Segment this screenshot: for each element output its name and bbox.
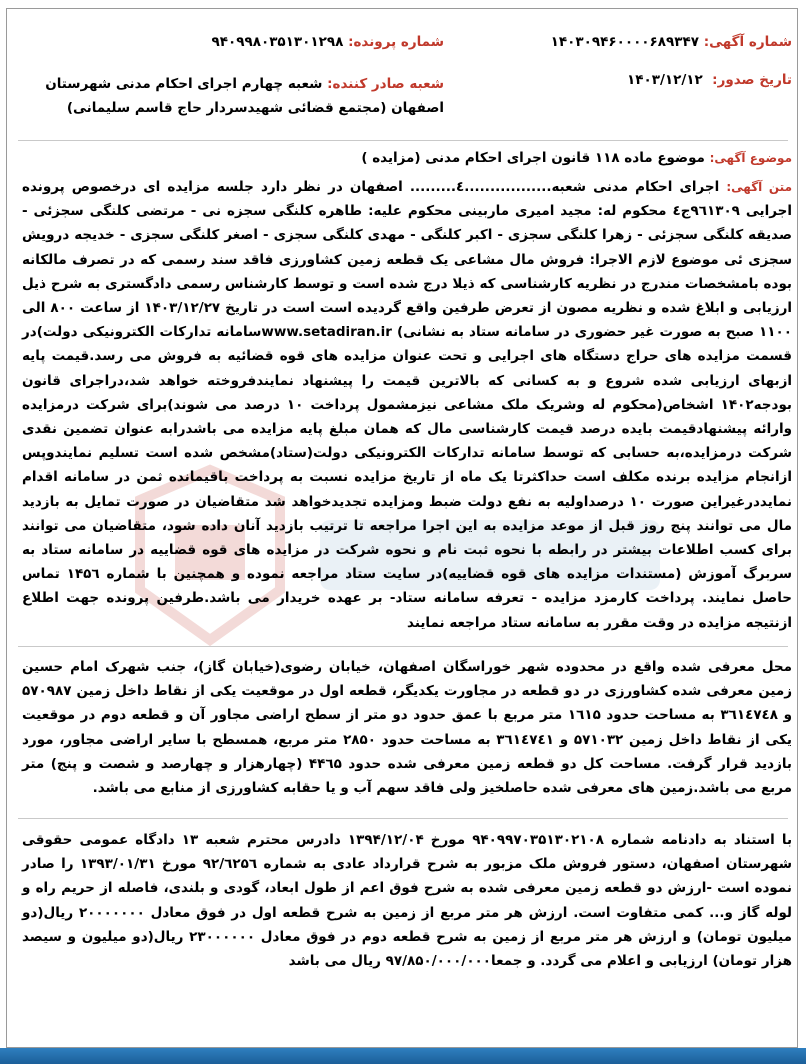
location-text: محل معرفی شده واقع در محدوده شهر خوراسگان اصفهان، خیابان رضوی(خیابان گاز)، جنب شهرک امام حسین زمین معرفی شده کشاورزی در دو قطعه در مجاورت یکدیگر، قطعه اول در موقعیت یکی از نقاط داخل زمین ۵۷۰۹۸۷ و ۳٦١٤٧٤٨ به مساحت حدود ۱٦١۵ متر مربع با عمق حدود دو متر از سطح اراضی مجاور آن و قطعه دوم در موقعیت یکی از نقاط داخل زمین ۵۷۱۰۳۲ و ۳٦١٤٧٤١ به مساحت حدود ۲۸۵۰ متر مربع، همسطح با سایر اراضی مجاور، مورد بازدید قرار گرفت. مساحت کل دو قطعه زمین معرفی شده حدود ۴۴٦۵ (چهارهزار و چهارصد و شصت و پنج) متر مربع می باشد.زمین های معرفی شده حاصلخیز ولی فاقد سهم آب و یا حقابه کشاورزی از منابع می باشد. (22, 659, 793, 797)
separator (18, 818, 788, 819)
location-section (22, 655, 792, 800)
case-number-value: ۹۴۰۹۹۸۰۳۵۱۳۰۱۲۹۸ (211, 34, 344, 50)
subject-label: موضوع آگهی: (709, 151, 792, 165)
body-section (22, 175, 792, 635)
verdict-text: با استناد به دادنامه شماره ۹۴۰۹۹۷۰۳۵۱۳۰۲۱۰۸ مورخ ۱۳۹۴/۱۲/۰۴ دادرس محترم شعبه ۱۳ دادگاه عمومی حقوقی شهرستان اصفهان، دستور فروش ملک مزبور به شرح قرارداد عادی به شماره ۹۲/٦۲۵٦ مورخ ۱۳۹۳/۰۱/۳۱ را صادر نموده است -ارزش دو قطعه زمین معرفی شده به شرح فوق اعم از طول ابعاد، گودی و بلندی، فاصله از حریم راه و لوله گاز و... کمی متفاوت است. ارزش هر متر مربع از زمین به شرح قطعه اول در فوق معادل ۲۰۰۰۰۰۰۰ ریال(دو میلیون تومان) و ارزش هر متر مربع از زمین به شرح قطعه دوم در فوق معادل ۲۳۰۰۰۰۰۰ ریال(دو میلیون و سیصد هزار تومان) ارزیابی و اعلام می گردد. و جمعا۹۷/۸۵۰/۰۰۰/۰۰۰ ریال می باشد (22, 832, 793, 970)
ad-number-label: شماره آگهی: (703, 34, 792, 50)
separator (18, 140, 788, 141)
separator (18, 646, 788, 647)
case-number-label: شماره پرونده: (348, 34, 444, 50)
ad-number-value: ۱۴۰۳۰۹۴۶۰۰۰۰۶۸۹۳۴۷ (550, 34, 699, 50)
subject-section (22, 146, 792, 170)
subject-text: موضوع ماده ۱۱۸ قانون اجرای احکام مدنی (مزایده ) (361, 150, 705, 166)
body-text: اجرای احکام مدنی شعبه.................٤......... اصفهان در نظر دارد جلسه مزایده ای درخصوص پرونده اجرایی ۹٦١٣٠٩ج٤ محکوم له: مجید امیری ماربینی محکوم علیه: طاهره کلنگی سجزه نی - مرتضی کلنگی سجزئی - صدیقه کلنگی سجزئی - زهرا کلنگی سجزی - اکبر کلنگی - مهدی کلنگی سجزی - اصغر کلنگی سجزی - خدیجه درویش سجزی ئی موضوع لازم الاجرا: فروش مال مشاعی یک قطعه زمین کشاورزی فاقد سند رسمی که در تصرف مالکانه بوده بامشخصات مندرج در نظریه کارشناسی که ذیلا درج شده است و توسط کارشناس رسمی دادگستری به شرح ذیل ارزیابی و ابلاغ شده و نظریه مصون از تعرض طرفین واقع گردیده است است در تاریخ ۱۴۰۳/۱۲/۲۷ از ساعت ۸۰۰ الی ۱۱۰۰ صبح به صورت غیر حضوری در سامانه ستاد به نشانی) www.setadiran.irسامانه تدارکات الکترونیکی دولت)در قسمت مزایده های حراج دستگاه های اجرایی و تحت عنوان مزایده های قوه قضائیه به فروش می رسد.قیمت پایه ازبهای ارزیابی شده شروع و به کسانی که بالاترین قیمت را پیشنهاد نمایندفروخته خواهد شد،دراجرای قانون بودجه۱۴۰۲ اشخاص(محکوم له وشریک ملک مشاعی نیزمشمول پرداخت ۱۰ درصد می شوند)برای شرکت درمزایده وارائه پیشنهادقیمت بایده درصد قیمت کارشناسی مال که همان مبلغ پایه مزایده می باشدرابه عنوان تضمین نقدی شرکت درمزایده،به حسابی که توسط سامانه تدارکات الکترونیکی دولت(ستاد)مشخص شده است تسلیم نمایندوپس ازانجام مزایده برنده مکلف است حداکثرتا یک ماه از تاریخ مزایده نسبت به پرداخت باقیمانده ثمن در سامانه اقدام نمایددرغیراین صورت ۱۰ درصداولیه به نفع دولت ضبط ومزایده تجدیدخواهد شد متقاضیان در صورت تمایل به بازدید مال می توانند پنج روز قبل از موعد مزایده به این اجرا مراجعه تا ترتیب بازدید آنان داده شود، متقاضیان می توانند برای کسب اطلاعات بیشتر در رابطه با نحوه ثبت نام و نحوه شرکت در مزایده های قوه قضاییه در سامانه ستاد به سربرگ آموزش (مستندات مزایده های قوه قضاییه)در سایت ستاد مراجعه نموده و همچنین با شماره ۱۴۵٦ تماس حاصل نمایند. پرداخت کارمزد مزایده - تعرفه سامانه ستاد- بر عهده خریدار می باشد.طرفین پرونده جهت اطلاع ازنتیجه مزایده در وقت مقرر به سامانه ستاد مراجعه نمایند (22, 179, 793, 631)
issue-date-field (627, 72, 792, 88)
issue-date-value: ۱۴۰۳/۱۲/۱۲ (626, 72, 703, 88)
issuer-label: شعبه صادر کننده: (327, 76, 444, 92)
verdict-section (22, 828, 792, 973)
body-label: متن آگهی: (726, 180, 793, 194)
bottom-bar (0, 1048, 806, 1064)
issue-date-label: تاریخ صدور: (712, 72, 792, 88)
ad-number-field (551, 34, 792, 50)
issuer-field (14, 72, 444, 120)
case-number-field (212, 34, 444, 50)
issuer-value: شعبه چهارم اجرای احکام مدنی شهرستان اصفهان (مجتمع قضائی شهیدسردار حاج قاسم سلیمانی) (45, 76, 444, 116)
